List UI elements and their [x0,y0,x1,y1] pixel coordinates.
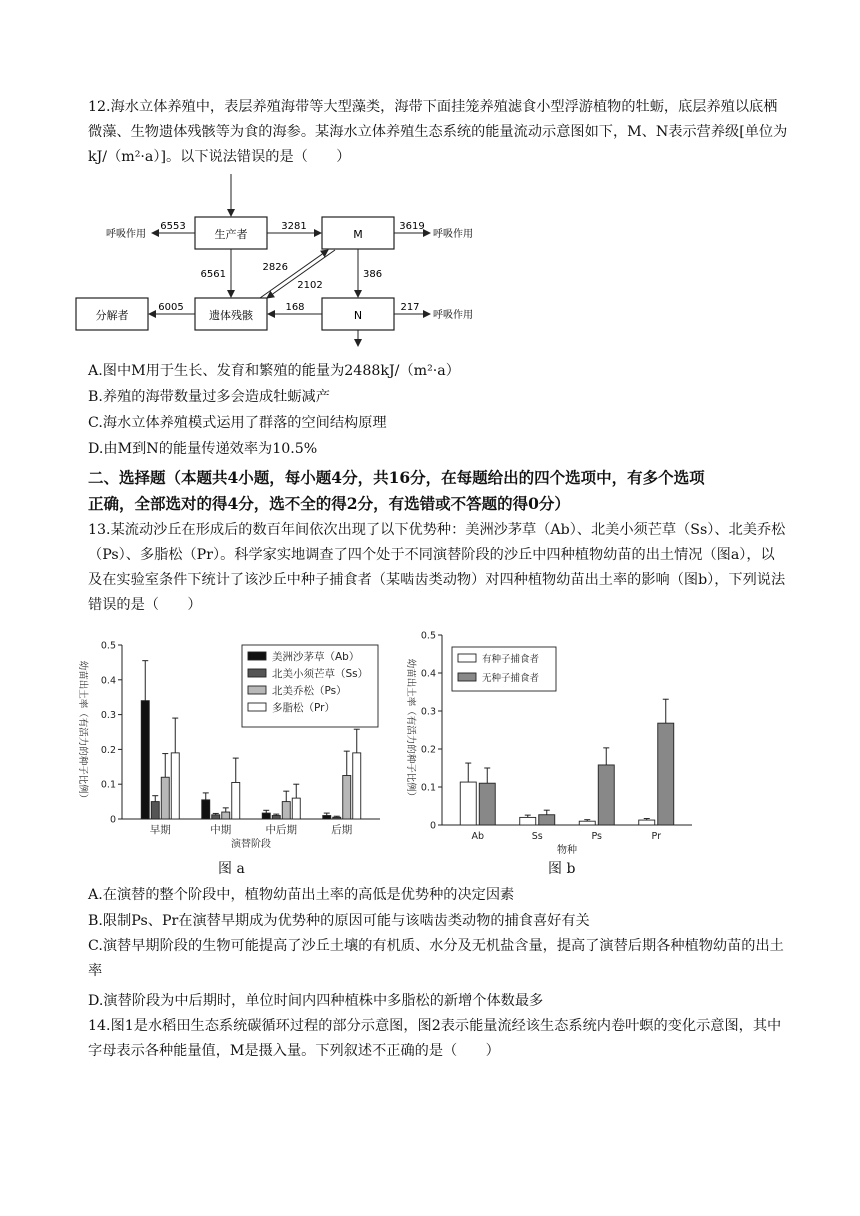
q13-option-c: C.演替早期阶段的生物可能提高了沙丘土壤的有机质、水分及无机盐含量，提高了演替后期各种植物幼苗的出土率 [88,938,784,979]
x-tick-label: 中后期 [265,824,297,836]
value-producer-to-M: 3281 [281,221,307,232]
bar [579,821,595,825]
x-tick-label: 早期 [149,824,171,836]
value-debris-to-M: 2826 [262,262,288,273]
bar [171,753,179,819]
value-producer-to-debris: 6561 [200,269,226,280]
value-producer-resp: 6553 [160,221,186,232]
legend-label: 北美小须芒草（Ss） [272,668,369,680]
y-tick-label: 0.5 [420,630,436,642]
bar [639,820,655,825]
y-tick-label: 0.2 [420,744,436,756]
q12-option-d: D.由M到N的能量传递效率为10.5% [88,441,318,457]
q13-option-b: B.限制Ps、Pr在演替早期成为优势种的原因可能与该啮齿类动物的捕食喜好有关 [88,913,590,929]
figure-a-caption: 图 a [218,861,245,877]
chart-a-seedling-emergence-by-stage [70,628,390,858]
bar [479,783,495,825]
respiration-label-N: 呼吸作用 [433,310,473,321]
legend-label: 多脂松（Pr） [272,702,335,714]
q12-option-a: A.图中M用于生长、发育和繁殖的能量为2488kJ/（m²·a） [88,363,460,379]
q13-option-a: A.在演替的整个阶段中，植物幼苗出土率的高低是优势种的决定因素 [88,887,515,903]
legend-swatch [248,703,266,711]
q12-stem: 12.海水立体养殖中，表层养殖海带等大型藻类，海带下面挂笼养殖滤食小型浮游植物的牡蛎，底层养殖以底栖微藻、生物遗体残骸等为食的海参。某海水立体养殖生态系统的能量流动示意图如下，M、N表示营养级[单位为kJ/（m²·a）]。以下说法错误的是（ ） [88,99,788,165]
bar [282,802,290,819]
bar [353,753,361,819]
bar [460,782,476,825]
x-tick-label: Ps [591,831,603,842]
y-tick-label: 0.4 [100,675,116,687]
node-producer: 生产者 [214,228,248,241]
bar [202,800,210,819]
bar [343,776,351,820]
x-tick-label: 中期 [210,824,232,836]
legend-swatch [248,686,266,694]
bar [141,701,149,819]
node-debris: 遗体残骸 [209,309,253,322]
x-tick-label: Pr [651,831,661,842]
y-tick-label: 0.1 [100,779,116,791]
value-N-resp: 217 [400,302,420,313]
q14-stem: 14.图1是水稻田生态系统碳循环过程的部分示意图，图2表示能量流经该生态系统内卷叶螟的变化示意图，其中字母表示各种能量值，M是摄入量。下列叙述不正确的是（ ） [88,1018,782,1059]
section2-heading-line1: 二、选择题（本题共4小题，每小题4分，共16分，在每题给出的四个选项中，有多个选项 [88,468,705,487]
energy-flow-diagram [70,170,510,350]
bar [520,817,536,825]
bar [161,777,169,819]
respiration-label-M: 呼吸作用 [433,229,473,240]
bar [222,812,230,819]
q13-stem: 13.某流动沙丘在形成后的数百年间依次出现了以下优势种：美洲沙茅草（Ab）、北美小须芒草（Ss）、北美乔松（Ps）、多脂松（Pr）。科学家实地调查了四个处于不同演替阶段的沙丘中四种植物幼苗的出土情况（图a），以及在实验室条件下统计了该沙丘中种子捕食者（某啮齿类动物）对四种植物幼苗出土率的影响（图b），下列说法错误的是（ ） [88,522,786,613]
node-decomposer: 分解者 [95,309,129,322]
bar [232,782,240,819]
legend-swatch [458,673,476,681]
bar [272,816,280,819]
bar [539,815,555,825]
respiration-label-producer: 呼吸作用 [106,229,146,240]
x-axis-label: 演替阶段 [231,839,271,850]
node-N: N [353,309,363,322]
legend-label: 美洲沙茅草（Ab） [272,651,360,663]
bar [151,802,159,819]
section2-heading-line2: 正确，全部选对的得4分，选不全的得2分，有选错或不答题的得0分） [88,494,570,513]
value-M-to-N: 386 [363,269,383,280]
bar [212,815,220,819]
y-tick-label: 0.5 [100,640,116,652]
bar [262,813,270,819]
y-axis-label: 幼苗出土率（有活力的种子比例） [77,660,88,804]
x-tick-label: Ab [471,831,485,842]
value-M-resp: 3619 [399,221,425,232]
y-tick-label: 0.4 [420,668,436,680]
x-tick-label: Ss [531,831,543,842]
value-M-to-debris: 2102 [297,280,323,291]
legend-label: 有种子捕食者 [482,654,540,665]
node-M: M [353,228,363,241]
figure-b-caption: 图 b [548,861,576,877]
y-tick-label: 0.1 [420,782,436,794]
value-debris-to-decomposer: 6005 [158,302,184,313]
bar [292,798,300,819]
y-tick-label: 0.3 [420,706,436,718]
q13-option-d: D.演替阶段为中后期时，单位时间内四种植株中多脂松的新增个体数最多 [88,993,544,1009]
bar [658,723,674,825]
y-tick-label: 0.2 [100,744,116,756]
bar [333,817,341,819]
x-axis-label: 物种 [557,845,577,856]
y-axis-label: 幼苗出土率（有活力的种子比例） [405,658,416,802]
y-tick-label: 0.3 [100,710,116,722]
y-tick-label: 0 [109,814,116,826]
x-tick-label: 后期 [331,824,353,836]
q12-option-c: C.海水立体养殖模式运用了群落的空间结构原理 [88,415,387,431]
bar [323,816,331,819]
legend-label: 无种子捕食者 [482,673,540,684]
legend-swatch [458,654,476,662]
value-N-to-debris: 168 [285,302,305,313]
legend-swatch [248,669,266,677]
legend-swatch [248,652,266,660]
y-tick-label: 0 [429,820,436,832]
legend-label: 北美乔松（Ps） [272,685,347,697]
chart-b-seedling-emergence-by-predator [400,628,700,858]
q12-option-b: B.养殖的海带数量过多会造成牡蛎减产 [88,389,330,405]
bar [598,765,614,825]
